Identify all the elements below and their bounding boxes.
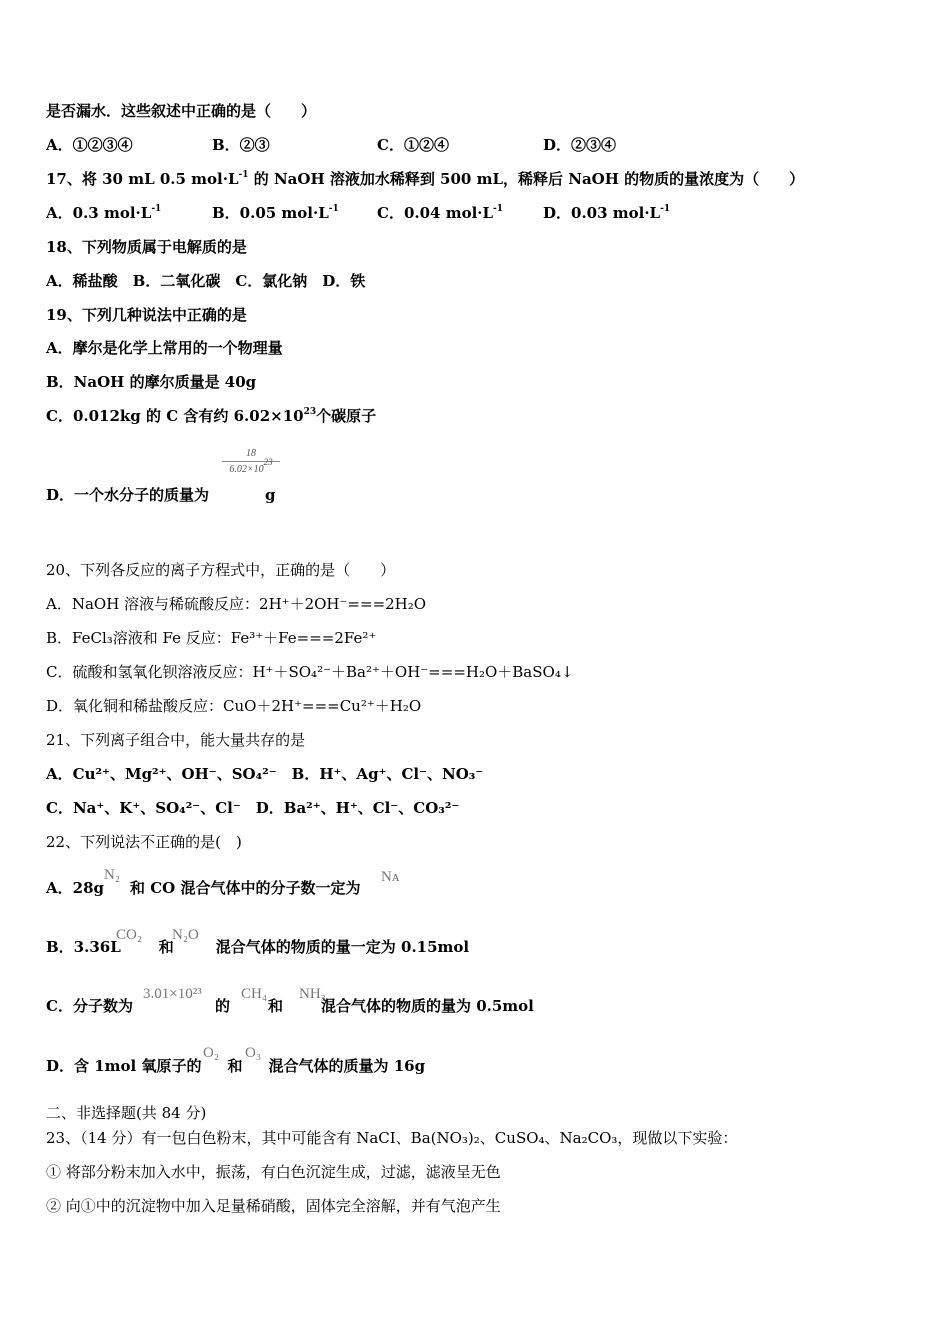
q17-option-c[interactable]: C．0.04 $mol\cdot L^{-1}$ bbox=[377, 204, 504, 222]
top-line: 是否漏水．这些叙述中正确的是（ ） bbox=[46, 102, 317, 120]
q19-option-a[interactable]: A．摩尔是化学上常用的一个物理量 bbox=[46, 339, 283, 357]
q17-option-d[interactable]: D．0.03 $mol\cdot L^{-1}$ bbox=[543, 204, 671, 222]
q22-c-formula-nh3: NH₃ bbox=[299, 986, 326, 1002]
section-title: 二、非选择题(共 84 分) bbox=[46, 1104, 207, 1122]
q20-stem: 20、下列各反应的离子方程式中，正确的是（ ） bbox=[46, 561, 396, 579]
q19-option-c[interactable]: C．0.012kg 的 C 含有约 $6.02\times 10^{23}$个碳原子 bbox=[46, 407, 377, 425]
q20-option-c[interactable]: C．硫酸和氢氧化钡溶液反应：H⁺＋SO₄²⁻＋Ba²⁺＋OH⁻===H₂O＋BaSO₄↓ bbox=[46, 663, 574, 681]
q22-a-formula-n2: N₂ bbox=[104, 867, 121, 883]
q17-stem: 17、将 30 mL 0.5 $mol\cdot L^{-1}$ 的 NaOH 溶液加水稀释到 500 mL，稀释后 NaOH 的物质的量浓度为（ ） bbox=[46, 170, 805, 188]
q17-option-b[interactable]: B．0.05 $mol\cdot L^{-1}$ bbox=[212, 204, 339, 222]
q22-a-formula-na: Nᴀ bbox=[381, 869, 400, 885]
q19-stem: 19、下列几种说法中正确的是 bbox=[46, 306, 247, 324]
q22-stem: 22、下列说法不正确的是( ) bbox=[46, 833, 242, 851]
q19-option-d[interactable]: D．一个水分子的质量为 g bbox=[46, 486, 276, 504]
q22-option-c[interactable]: C．分子数为 的 和 混合气体的物质的量为 0.5mol bbox=[46, 997, 534, 1015]
q22-b-formula-co2: CO₂ bbox=[116, 927, 143, 943]
q21-stem: 21、下列离子组合中，能大量共存的是 bbox=[46, 731, 306, 749]
q22-d-formula-o2: O₂ bbox=[203, 1045, 220, 1061]
q16-option-d[interactable]: D．②③④ bbox=[543, 136, 617, 154]
q18-options[interactable]: A．稀盐酸 B．二氧化碳 C．氯化钠 D．铁 bbox=[46, 272, 366, 290]
q17-option-a[interactable]: A．0.3 $mol\cdot L^{-1}$ bbox=[46, 204, 162, 222]
q16-option-a[interactable]: A．①②③④ bbox=[46, 136, 133, 154]
q22-c-formula-number: 3.01×10²³ bbox=[143, 986, 202, 1002]
q23-step-1: ① 将部分粉末加入水中，振荡，有白色沉淀生成，过滤，滤液呈无色 bbox=[46, 1163, 501, 1181]
q19-option-b[interactable]: B．NaOH 的摩尔质量是 40g bbox=[46, 373, 257, 391]
q22-b-formula-n2o: N₂O bbox=[172, 927, 199, 943]
q20-option-d[interactable]: D．氧化铜和稀盐酸反应：CuO＋2H⁺===Cu²⁺＋H₂O bbox=[46, 697, 422, 715]
q18-stem: 18、下列物质属于电解质的是 bbox=[46, 238, 247, 256]
q20-option-a[interactable]: A．NaOH 溶液与稀硫酸反应：2H⁺＋2OH⁻===2H₂O bbox=[46, 595, 427, 613]
q16-options bbox=[46, 135, 616, 155]
q22-c-formula-ch4: CH₄ bbox=[241, 986, 268, 1002]
q21-options-ab[interactable]: A．Cu²⁺、Mg²⁺、OH⁻、SO₄²⁻ B．H⁺、Ag⁺、Cl⁻、NO₃⁻ bbox=[46, 765, 484, 783]
q16-option-c[interactable]: C．①②④ bbox=[377, 136, 449, 154]
q19-fraction: $\frac{18}{6.02\times 10^{23}}$ bbox=[222, 448, 280, 476]
q17-options bbox=[46, 203, 670, 223]
q22-option-d[interactable]: D．含 1mol 氧原子的 和 混合气体的质量为 16g bbox=[46, 1057, 426, 1075]
q22-d-formula-o3: O₃ bbox=[245, 1045, 262, 1061]
q22-option-a[interactable]: A．28g 和 CO 混合气体中的分子数一定为 bbox=[46, 879, 361, 897]
q20-option-b[interactable]: B．FeCl₃溶液和 Fe 反应：Fe³⁺＋Fe===2Fe²⁺ bbox=[46, 629, 377, 647]
q16-option-b[interactable]: B．②③ bbox=[212, 136, 270, 154]
q21-options-cd[interactable]: C．Na⁺、K⁺、SO₄²⁻、Cl⁻ D．Ba²⁺、H⁺、Cl⁻、CO₃²⁻ bbox=[46, 799, 460, 817]
q22-option-b[interactable]: B．3.36L 和 混合气体的物质的量一定为 0.15mol bbox=[46, 938, 470, 956]
q23-step-2: ② 向①中的沉淀物中加入足量稀硝酸，固体完全溶解，并有气泡产生 bbox=[46, 1197, 501, 1215]
q23-stem: 23、（14 分）有一包白色粉末，其中可能含有 NaCI、Ba(NO₃)₂、CuSO₄、Na₂CO₃，现做以下实验： bbox=[46, 1129, 738, 1147]
